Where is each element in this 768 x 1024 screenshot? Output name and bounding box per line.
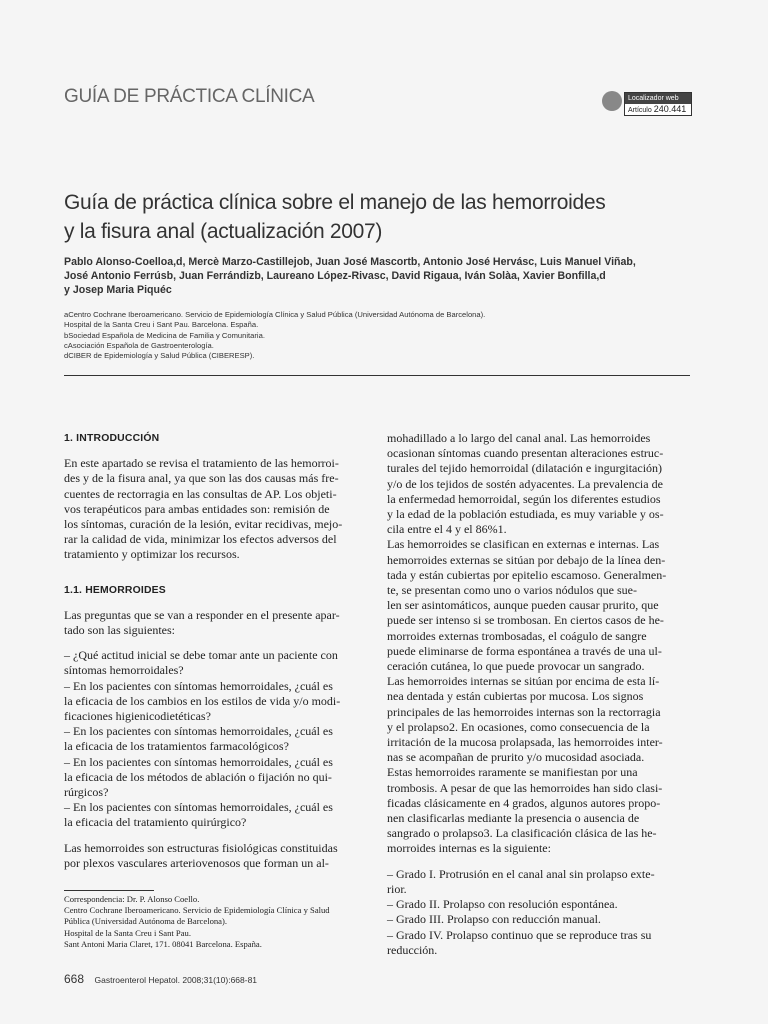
author-list <box>64 255 704 297</box>
grade-line: – Grado I. Protrusión en el canal anal sin prolapso exte- <box>387 866 655 881</box>
title-line: y la fisura anal (actualización 2007) <box>64 220 383 243</box>
title-line: Guía de práctica clínica sobre el manejo de las hemorroides <box>64 191 606 214</box>
question-line: – ¿Qué actitud inicial se debe tomar ante un paciente con <box>64 648 338 663</box>
question-line: síntomas hemorroidales? <box>64 663 184 678</box>
text-line: trombosis. A pesar de que las hemorroides han sido clasi- <box>387 780 663 795</box>
footnote-divider <box>64 890 154 891</box>
globe-icon <box>602 91 622 111</box>
external-hemorrhoids-paragraph <box>387 537 689 674</box>
grade-line: – Grado II. Prolapso con resolución espontánea. <box>387 897 618 912</box>
page-footer <box>64 970 257 988</box>
article-id: 240.441 <box>653 104 687 114</box>
question-line: – En los pacientes con síntomas hemorroidales, ¿cuál es <box>64 754 333 769</box>
text-line: ceración cutánea, lo que puede provocar un sangrado. <box>387 659 645 674</box>
prevalence-paragraph <box>387 431 689 537</box>
internal-hemorrhoids-paragraph <box>387 674 689 856</box>
left-column <box>64 431 366 871</box>
journal-citation: Gastroenterol Hepatol. 2008;31(10):668-81 <box>94 975 258 985</box>
affiliation-line: dCIBER de Epidemiología y Salud Pública (CIBERESP). <box>64 351 255 361</box>
text-line: len ser asintomáticos, aunque pueden causar prurito, que <box>387 598 659 613</box>
structure-paragraph <box>64 841 366 871</box>
intro-paragraph <box>64 456 366 562</box>
text-line: rar la calidad de vida, minimizar los efectos adversos del <box>64 532 337 547</box>
text-line: Las preguntas que se van a responder en el presente apar- <box>64 607 340 622</box>
grades-list <box>387 867 689 958</box>
text-line: Estas hemorroides raramente se manifiestan por una <box>387 765 638 780</box>
text-line: la enfermedad hemorroidal, según los diferentes estudios <box>387 491 661 506</box>
article-label: Artículo <box>628 107 652 114</box>
text-line: y el prolapso2. En ocasiones, como consecuencia de la <box>387 719 650 734</box>
text-line: des y de la fisura anal, ya que son las dos causas más fre- <box>64 471 339 486</box>
grade-line: – Grado IV. Prolapso continuo que se reproduce tras su <box>387 927 652 942</box>
footnote-line: Pública (Universidad Autónoma de Barcelona). <box>64 916 227 927</box>
grade-line: reducción. <box>387 942 438 957</box>
text-line: puede eliminarse de forma espontánea a través de una ul- <box>387 643 662 658</box>
page-number: 668 <box>64 972 85 986</box>
grade-line: – Grado III. Prolapso con reducción manual. <box>387 912 601 927</box>
text-line: nas se acompañan de prurito y/o mucosidad asociada. <box>387 750 645 765</box>
questions-list <box>64 648 366 830</box>
question-line: – En los pacientes con síntomas hemorroidales, ¿cuál es <box>64 678 333 693</box>
correspondence-footnote <box>64 894 374 950</box>
question-line: la eficacia de los métodos de ablación o fijación no qui- <box>64 769 332 784</box>
text-line: nen clasificarlas mediante la presencia o ausencia de <box>387 811 640 826</box>
text-line: y/o de los tejidos de sostén adyacentes. La prevalencia de <box>387 476 663 491</box>
text-line: por plexos vasculares arteriovenosos que forman un al- <box>64 855 329 870</box>
article-number <box>625 104 691 115</box>
affiliations <box>64 310 704 361</box>
author-line: Pablo Alonso-Coelloa,d, Mercè Marzo-Castillejob, Juan José Mascortb, Antonio José Hervásc, Luis Manuel Viñab, <box>64 256 636 268</box>
web-locator-badge[interactable] <box>602 88 690 114</box>
text-line: y la edad de la población estudiada, es muy variable y os- <box>387 507 664 522</box>
author-line: y Josep Maria Piquéc <box>64 284 172 296</box>
text-line: tratamiento y optimizar los recursos. <box>64 547 240 562</box>
author-line: José Antonio Ferrúsb, Juan Ferrándizb, Laureano López-Rivasc, David Rigaua, Iván Solàa, Xavier Bonfilla,d <box>64 270 606 282</box>
question-line: – En los pacientes con síntomas hemorroidales, ¿cuál es <box>64 724 333 739</box>
affiliation-line: bSociedad Española de Medicina de Familia y Comunitaria. <box>64 330 265 340</box>
text-line: cila entre el 4 y el 86%1. <box>387 522 507 537</box>
question-line: rúrgicos? <box>64 785 109 800</box>
affiliation-line: aCentro Cochrane Iberoamericano. Servicio de Epidemiología Clínica y Salud Pública (Universidad Autónoma de Barcelona). <box>64 310 486 319</box>
affiliation-line: cAsociación Española de Gastroenterología. <box>64 340 214 350</box>
affiliation-line: Hospital de la Santa Creu i Sant Pau. Barcelona. España. <box>64 320 259 330</box>
question-line: ficaciones higienicodietéticas? <box>64 709 211 724</box>
text-line: cuentes de rectorragia en las consultas de AP. Los objeti- <box>64 486 337 501</box>
footnote-line: Sant Antoni Maria Claret, 171. 08041 Barcelona. España. <box>64 938 262 949</box>
footnote-line: Hospital de la Santa Creu i Sant Pau. <box>64 927 191 938</box>
heading-hemorroides: 1.1. HEMORROIDES <box>64 584 166 596</box>
text-line: hemorroides externas se sitúan por debajo de la línea den- <box>387 552 666 567</box>
heading-introduccion: 1. INTRODUCCIÓN <box>64 433 160 444</box>
question-line: la eficacia del tratamiento quirúrgico? <box>64 815 247 830</box>
text-line: ocasionan síntomas cuando presentan alteraciones estruc- <box>387 446 664 461</box>
right-column <box>387 431 689 958</box>
text-line: ficadas clásicamente en 4 grados, algunos autores propo- <box>387 795 661 810</box>
text-line: morroides externas trombosadas, el coágulo de sangre <box>387 628 647 643</box>
text-line: turales del tejido hemorroidal (dilatación e ingurgitación) <box>387 461 663 476</box>
text-line: Las hemorroides se clasifican en externas e internas. Las <box>387 537 660 552</box>
question-line: la eficacia de los tratamientos farmacológicos? <box>64 739 289 754</box>
text-line: principales de las hemorroides internas son la rectorragia <box>387 704 661 719</box>
text-line: puede ser intenso si se trombosan. En ciertos casos de he- <box>387 613 664 628</box>
header-divider <box>64 375 690 376</box>
text-line: los síntomas, curación de la lesión, evitar recidivas, mejo- <box>64 517 343 532</box>
text-line: mohadillado a lo largo del canal anal. Las hemorroides <box>387 431 651 445</box>
text-line: nea dentada y están cubiertas por mucosa. Los signos <box>387 689 644 704</box>
question-line: – En los pacientes con síntomas hemorroidales, ¿cuál es <box>64 800 333 815</box>
text-line: En este apartado se revisa el tratamiento de las hemorroi- <box>64 456 339 471</box>
text-line: te, se presentan como uno o varios nódulos que sue- <box>387 583 637 598</box>
text-line: Las hemorroides internas se sitúan por encima de esta lí- <box>387 674 660 689</box>
text-line: irritación de la mucosa prolapsada, las hemorroides inter- <box>387 735 663 750</box>
question-line: la eficacia de los cambios en los estilos de vida y/o modi- <box>64 693 341 708</box>
web-locator-box <box>624 92 692 116</box>
text-line: vos terapéuticos para ambas entidades son: remisión de <box>64 501 330 516</box>
grade-line: rior. <box>387 881 407 896</box>
questions-intro-paragraph <box>64 608 366 638</box>
footnote-line: Correspondencia: Dr. P. Alonso Coello. <box>64 894 200 904</box>
text-line: Las hemorroides son estructuras fisiológicas constituidas <box>64 840 338 855</box>
text-line: tado son las siguientes: <box>64 623 175 638</box>
text-line: sangrado o prolapso3. La clasificación clásica de las he- <box>387 826 657 841</box>
web-locator-label: Localizador web <box>625 93 691 104</box>
footnote-line: Centro Cochrane Iberoamericano. Servicio de Epidemiología Clínica y Salud <box>64 905 330 916</box>
text-line: tada y están cubiertas por epitelio escamoso. Generalmen- <box>387 567 667 582</box>
section-header-title: GUÍA DE PRÁCTICA CLÍNICA <box>64 86 315 107</box>
text-line: morroides internas es la siguiente: <box>387 841 551 856</box>
article-title <box>64 188 704 246</box>
